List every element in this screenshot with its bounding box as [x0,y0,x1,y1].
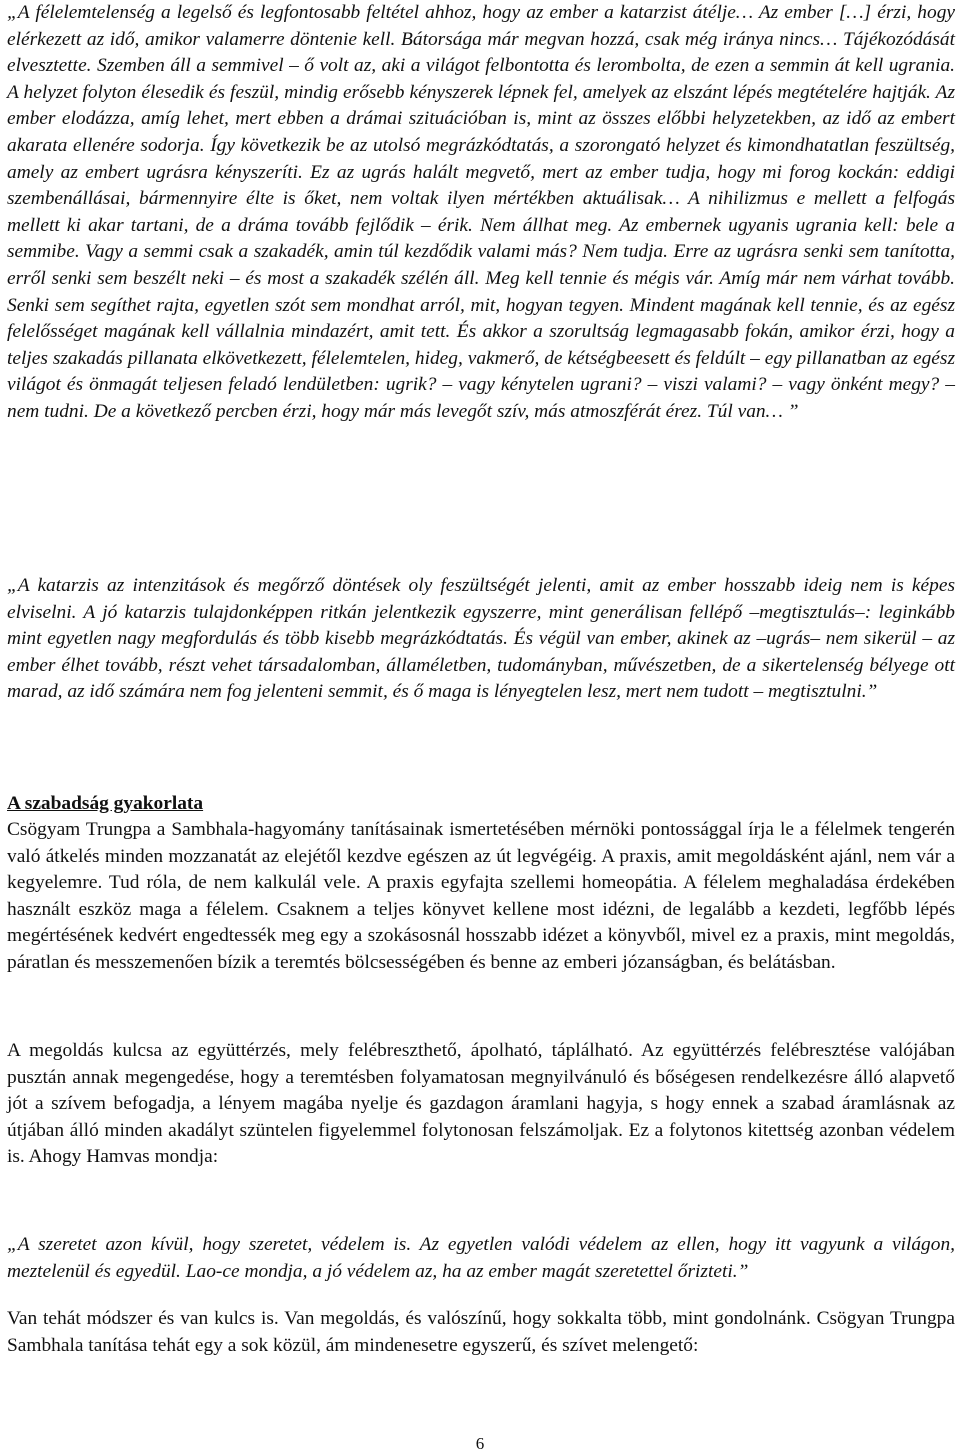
quote-katarzis-ugras: „A félelemtelenség a legelső és legfontosabb feltétel ahhoz, hogy az ember a katarzist átélje… Az ember […] érzi, hogy elérkezett az idő, amikor valamerre döntenie kell. Bátorsága már megvan hozzá, csak még iránya nincs… Tájékozódását elvesztette. Szemben áll a semmivel – ő volt az, aki a világot felbontotta és lerombolta, de ezen a semmin át kell ugrania. A helyzet folyton élesedik és feszül, mindig erősebb kényszerek lépnek fel, amelyek az elszánt lépés megtételére hajtják. Az ember elodázza, amíg lehet, mert ebben a drámai szituációban is, mint az összes előbbi helyzetekben, az idő az embert akarata ellenére sodorja. Így következik be az utolsó megrázkódtatás, a szorongató helyzet és kimondhatatlan feszültség, amely az embert ugrásra kényszeríti. Ez az ugrás halált megvető, mert az ember tudja, hogy mi forog kockán: eddigi szembenállásai, bármennyire élte is őket, nem voltak ilyen mértékben aktuálisak… A nihilizmus e mellett a felfogás mellett ki akar tartani, de a dráma tovább fejlődik – érik. Nem állhat meg. Az embernek ugyanis ugrania kell: bele a semmibe. Vagy a semmi csak a szakadék, amin túl kezdődik valami más? Nem tudja. Erre az ugrásra senki sem tanította, erről senki sem beszélt neki – és most a szakadék szélén áll. Meg kell tennie és mégis vár. Amíg már nem várhat tovább. Senki sem segíthet rajta, egyetlen szót sem mondhat arról, mit, hogyan tegyen. Mindent magának kell tennie, és az egész felelősséget magának kell vállalnia mindazért, amit tett. És akkor a szorultság legmagasabb fokán, amikor érzi, hogy a teljes szakadás pillanata elkövetkezett, félelemtelen, hideg, vakmerő, de kétségbeesett és feldúlt – egy pillanatban az egész világot és önmagát teljesen feladó lendületben: ugrik? – vagy kénytelen ugrani? – viszi valami? – vagy önként megy? – nem tudni. De a következő percben érzi, hogy már más levegőt szív, más atmoszférát érez. Túl van… ” [7,2,955,422]
quote-katarzis-feszultseg: „A katarzis az intenzitások és megőrző döntések oly feszültségét jelenti, amit az ember hosszabb ideig nem is képes elviselni. A jó katarzis tulajdonképpen ritkán jelentkezik egyszerre, mint generálisan fellépő –megtisztulás–: leginkább mint egyetlen nagy megfordulás és több kisebb megrázkódtatás. És végül van ember, akinek az –ugrás– nem sikerül – az ember élhet tovább, részt vehet társadalomban, államéletben, tudományban, művészetben, de a sikertelenség bélyege ott marad, az idő számára nem fog jelenteni semmit, és ő maga is lényegtelen lesz, mert nem tudott – megtisztulni.” [7,575,955,703]
quote-hamvas-szeretet: „A szeretet azon kívül, hogy szeretet, védelem is. Az egyetlen valódi védelem az ellen, hogy itt vagyunk a világon, meztelenül és egyedül. Lao-ce mondja, a jó védelem az, ha az ember magát szeretettel őrizteti.” [7,1234,955,1282]
paragraph-trungpa-praxis: Csögyam Trungpa a Sambhala-hagyomány tanításainak ismertetésében mérnöki pontossággal írja le a félelmek tengerén való átkelés minden mozzanatát az elejétől kezdve egészen az út legvégéig. A praxis, amit megoldásként ajánl, nem vár a kegyelemre. Tud róla, de nem kalkulál vele. A praxis egyfajta szellemi homeopátia. A félelem meghaladása érdekében használt eszköz maga a félelem. Csaknem a teljes könyvet kellene most idézni, de legalább a kezdeti, legfőbb lépés megértésének kedvért engedtessék meg egy a szokásosnál hosszabb idézet a könyvből, mivel ez a praxis, mint megoldás, páratlan és messzemenően bízik a teremtés bölcsességében és benne az emberi józanságban, és belátásban. [7,819,955,973]
section-heading: A szabadság gyakorlata [7,793,204,814]
paragraph-egyutterzes: A megoldás kulcsa az együttérzés, mely felébreszthető, ápolható, táplálható. Az együttérzés felébresztése valójában pusztán annak megengedése, hogy a teremtésben folyamatosan megnyilvánuló és bőségesen rendelkezésre álló alapvető jót a szívem befogadja, a lényem magába nyelje és gazdagon áramlani hagyja, s hogy ennek a szabad áramlásnak az útjában álló minden akadályt szüntelen figyelemmel folytonosan felszámoljak. Ez a folytonos kitettség azonban védelem is. Ahogy Hamvas mondja: [7,1040,955,1168]
page-number: 6 [475,1434,485,1453]
paragraph-modszer-kulcs: Van tehát módszer és van kulcs is. Van megoldás, és valószínű, hogy sokkalta több, mint gondolnánk. Csögyan Trungpa Sambhala tanítása tehát egy a sok közül, ám mindenesetre egyszerű, és szívet melengető: [7,1308,955,1356]
